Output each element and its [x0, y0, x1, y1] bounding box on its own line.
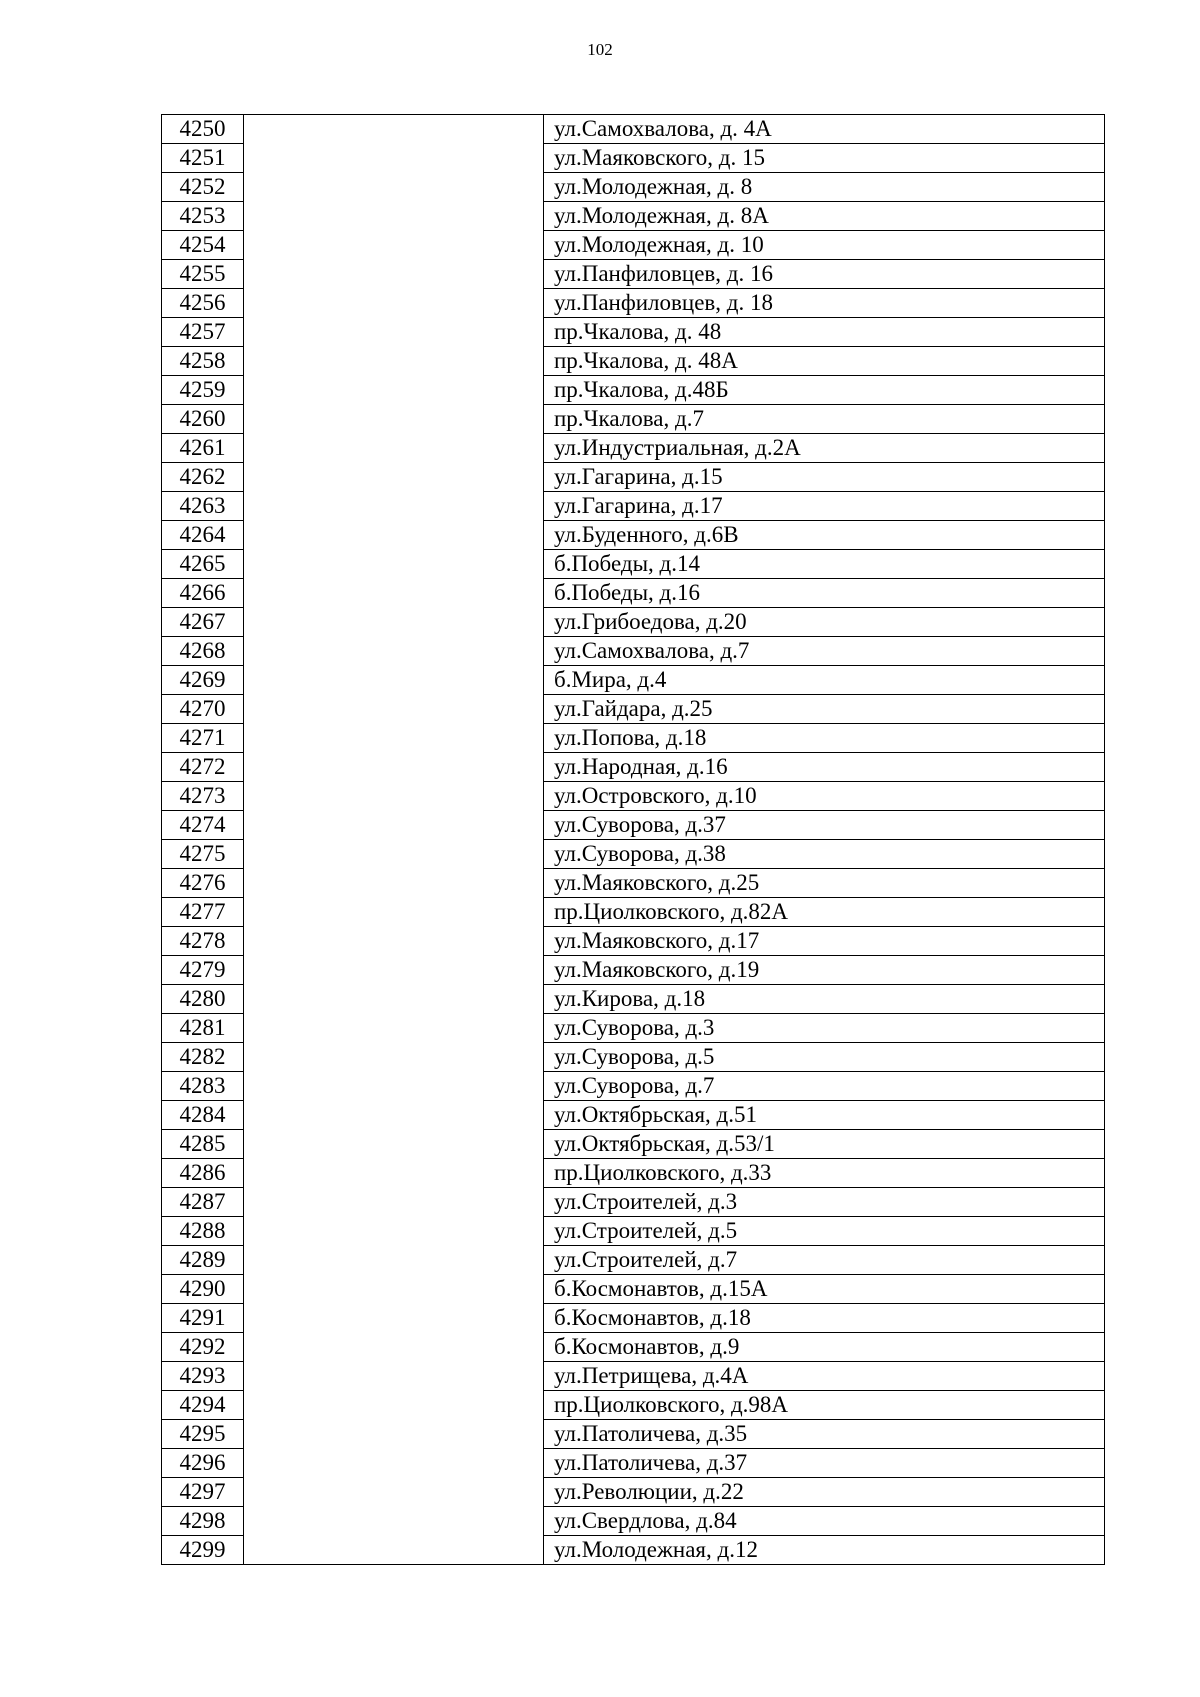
row-number-cell: 4268: [162, 637, 244, 666]
table-row: [162, 869, 1105, 898]
table-row: [162, 985, 1105, 1014]
address-cell: ул.Строителей, д.3: [544, 1188, 1105, 1217]
address-cell: ул.Гагарина, д.15: [544, 463, 1105, 492]
table-row: [162, 840, 1105, 869]
table-row: [162, 1159, 1105, 1188]
address-cell: ул.Октябрьская, д.53/1: [544, 1130, 1105, 1159]
address-cell: ул.Гагарина, д.17: [544, 492, 1105, 521]
address-cell: ул.Маяковского, д.17: [544, 927, 1105, 956]
table-row: [162, 347, 1105, 376]
table-row: [162, 1246, 1105, 1275]
empty-cell: [244, 666, 544, 695]
row-number-cell: 4278: [162, 927, 244, 956]
row-number-cell: 4288: [162, 1217, 244, 1246]
table-row: [162, 1188, 1105, 1217]
address-cell: ул.Молодежная, д.12: [544, 1536, 1105, 1565]
empty-cell: [244, 202, 544, 231]
row-number-cell: 4259: [162, 376, 244, 405]
empty-cell: [244, 1217, 544, 1246]
empty-cell: [244, 956, 544, 985]
row-number-cell: 4260: [162, 405, 244, 434]
table-row: [162, 1478, 1105, 1507]
empty-cell: [244, 695, 544, 724]
row-number-cell: 4251: [162, 144, 244, 173]
row-number-cell: 4285: [162, 1130, 244, 1159]
table-row: [162, 1536, 1105, 1565]
address-cell: ул.Строителей, д.7: [544, 1246, 1105, 1275]
table-row: [162, 579, 1105, 608]
row-number-cell: 4293: [162, 1362, 244, 1391]
table-row: [162, 637, 1105, 666]
row-number-cell: 4284: [162, 1101, 244, 1130]
table-row: [162, 1449, 1105, 1478]
table-row: [162, 1507, 1105, 1536]
address-cell: б.Мира, д.4: [544, 666, 1105, 695]
empty-cell: [244, 1130, 544, 1159]
empty-cell: [244, 1246, 544, 1275]
row-number-cell: 4258: [162, 347, 244, 376]
address-cell: ул.Самохвалова, д. 4А: [544, 115, 1105, 144]
row-number-cell: 4276: [162, 869, 244, 898]
row-number-cell: 4256: [162, 289, 244, 318]
row-number-cell: 4272: [162, 753, 244, 782]
address-table-body: [162, 115, 1105, 1565]
table-row: [162, 260, 1105, 289]
empty-cell: [244, 1014, 544, 1043]
table-row: [162, 1391, 1105, 1420]
address-cell: ул.Островского, д.10: [544, 782, 1105, 811]
row-number-cell: 4290: [162, 1275, 244, 1304]
table-row: [162, 405, 1105, 434]
row-number-cell: 4263: [162, 492, 244, 521]
address-cell: ул.Революции, д.22: [544, 1478, 1105, 1507]
empty-cell: [244, 985, 544, 1014]
address-cell: ул.Свердлова, д.84: [544, 1507, 1105, 1536]
row-number-cell: 4277: [162, 898, 244, 927]
row-number-cell: 4265: [162, 550, 244, 579]
row-number-cell: 4267: [162, 608, 244, 637]
table-row: [162, 1362, 1105, 1391]
empty-cell: [244, 1188, 544, 1217]
empty-cell: [244, 1536, 544, 1565]
row-number-cell: 4299: [162, 1536, 244, 1565]
row-number-cell: 4287: [162, 1188, 244, 1217]
table-row: [162, 927, 1105, 956]
address-cell: ул.Панфиловцев, д. 18: [544, 289, 1105, 318]
table-row: [162, 1420, 1105, 1449]
row-number-cell: 4296: [162, 1449, 244, 1478]
empty-cell: [244, 521, 544, 550]
address-cell: пр.Циолковского, д.33: [544, 1159, 1105, 1188]
empty-cell: [244, 898, 544, 927]
row-number-cell: 4254: [162, 231, 244, 260]
empty-cell: [244, 637, 544, 666]
empty-cell: [244, 1478, 544, 1507]
empty-cell: [244, 405, 544, 434]
row-number-cell: 4269: [162, 666, 244, 695]
empty-cell: [244, 260, 544, 289]
table-row: [162, 144, 1105, 173]
address-cell: ул.Суворова, д.5: [544, 1043, 1105, 1072]
row-number-cell: 4289: [162, 1246, 244, 1275]
row-number-cell: 4297: [162, 1478, 244, 1507]
empty-cell: [244, 724, 544, 753]
address-cell: ул.Маяковского, д. 15: [544, 144, 1105, 173]
address-cell: ул.Патоличева, д.37: [544, 1449, 1105, 1478]
address-cell: ул.Грибоедова, д.20: [544, 608, 1105, 637]
address-cell: ул.Петрищева, д.4А: [544, 1362, 1105, 1391]
row-number-cell: 4298: [162, 1507, 244, 1536]
row-number-cell: 4274: [162, 811, 244, 840]
empty-cell: [244, 927, 544, 956]
address-cell: пр.Циолковского, д.82А: [544, 898, 1105, 927]
row-number-cell: 4266: [162, 579, 244, 608]
address-cell: ул.Суворова, д.3: [544, 1014, 1105, 1043]
address-cell: ул.Маяковского, д.19: [544, 956, 1105, 985]
table-row: [162, 1101, 1105, 1130]
table-row: [162, 1217, 1105, 1246]
address-cell: ул.Народная, д.16: [544, 753, 1105, 782]
address-cell: пр.Циолковского, д.98А: [544, 1391, 1105, 1420]
table-row: [162, 1014, 1105, 1043]
address-cell: ул.Молодежная, д. 10: [544, 231, 1105, 260]
row-number-cell: 4257: [162, 318, 244, 347]
address-cell: пр.Чкалова, д. 48А: [544, 347, 1105, 376]
table-row: [162, 666, 1105, 695]
table-row: [162, 1130, 1105, 1159]
address-cell: ул.Индустриальная, д.2А: [544, 434, 1105, 463]
address-cell: ул.Суворова, д.37: [544, 811, 1105, 840]
empty-cell: [244, 115, 544, 144]
table-row: [162, 811, 1105, 840]
table-row: [162, 376, 1105, 405]
table-row: [162, 956, 1105, 985]
table-row: [162, 289, 1105, 318]
page-number: 102: [587, 40, 613, 59]
address-cell: ул.Молодежная, д. 8: [544, 173, 1105, 202]
address-cell: ул.Попова, д.18: [544, 724, 1105, 753]
empty-cell: [244, 347, 544, 376]
address-cell: ул.Самохвалова, д.7: [544, 637, 1105, 666]
empty-cell: [244, 782, 544, 811]
row-number-cell: 4279: [162, 956, 244, 985]
empty-cell: [244, 840, 544, 869]
empty-cell: [244, 1391, 544, 1420]
address-cell: ул.Суворова, д.38: [544, 840, 1105, 869]
address-cell: ул.Панфиловцев, д. 16: [544, 260, 1105, 289]
table-row: [162, 318, 1105, 347]
address-cell: пр.Чкалова, д. 48: [544, 318, 1105, 347]
table-row: [162, 434, 1105, 463]
row-number-cell: 4273: [162, 782, 244, 811]
empty-cell: [244, 869, 544, 898]
table-row: [162, 782, 1105, 811]
empty-cell: [244, 811, 544, 840]
address-cell: б.Космонавтов, д.15А: [544, 1275, 1105, 1304]
row-number-cell: 4271: [162, 724, 244, 753]
empty-cell: [244, 376, 544, 405]
address-cell: ул.Буденного, д.6В: [544, 521, 1105, 550]
row-number-cell: 4270: [162, 695, 244, 724]
row-number-cell: 4264: [162, 521, 244, 550]
table-row: [162, 1333, 1105, 1362]
table-row: [162, 521, 1105, 550]
row-number-cell: 4283: [162, 1072, 244, 1101]
empty-cell: [244, 463, 544, 492]
row-number-cell: 4292: [162, 1333, 244, 1362]
address-cell: ул.Кирова, д.18: [544, 985, 1105, 1014]
row-number-cell: 4275: [162, 840, 244, 869]
empty-cell: [244, 1304, 544, 1333]
empty-cell: [244, 1072, 544, 1101]
table-row: [162, 1072, 1105, 1101]
table-row: [162, 492, 1105, 521]
address-cell: ул.Суворова, д.7: [544, 1072, 1105, 1101]
table-row: [162, 724, 1105, 753]
address-cell: ул.Маяковского, д.25: [544, 869, 1105, 898]
address-cell: б.Победы, д.14: [544, 550, 1105, 579]
table-row: [162, 463, 1105, 492]
address-cell: б.Победы, д.16: [544, 579, 1105, 608]
empty-cell: [244, 434, 544, 463]
table-row: [162, 231, 1105, 260]
empty-cell: [244, 579, 544, 608]
empty-cell: [244, 492, 544, 521]
address-cell: ул.Патоличева, д.35: [544, 1420, 1105, 1449]
table-row: [162, 695, 1105, 724]
table-row: [162, 115, 1105, 144]
row-number-cell: 4262: [162, 463, 244, 492]
empty-cell: [244, 753, 544, 782]
empty-cell: [244, 1449, 544, 1478]
table-row: [162, 173, 1105, 202]
empty-cell: [244, 1043, 544, 1072]
empty-cell: [244, 1420, 544, 1449]
empty-cell: [244, 1101, 544, 1130]
row-number-cell: 4295: [162, 1420, 244, 1449]
empty-cell: [244, 289, 544, 318]
address-cell: ул.Строителей, д.5: [544, 1217, 1105, 1246]
address-cell: ул.Гайдара, д.25: [544, 695, 1105, 724]
row-number-cell: 4255: [162, 260, 244, 289]
empty-cell: [244, 231, 544, 260]
address-cell: б.Космонавтов, д.9: [544, 1333, 1105, 1362]
address-cell: б.Космонавтов, д.18: [544, 1304, 1105, 1333]
table-row: [162, 898, 1105, 927]
address-cell: ул.Молодежная, д. 8А: [544, 202, 1105, 231]
address-cell: пр.Чкалова, д.7: [544, 405, 1105, 434]
row-number-cell: 4250: [162, 115, 244, 144]
empty-cell: [244, 318, 544, 347]
row-number-cell: 4294: [162, 1391, 244, 1420]
row-number-cell: 4252: [162, 173, 244, 202]
row-number-cell: 4261: [162, 434, 244, 463]
address-cell: ул.Октябрьская, д.51: [544, 1101, 1105, 1130]
row-number-cell: 4286: [162, 1159, 244, 1188]
row-number-cell: 4282: [162, 1043, 244, 1072]
row-number-cell: 4253: [162, 202, 244, 231]
address-cell: пр.Чкалова, д.48Б: [544, 376, 1105, 405]
address-table: [161, 114, 1105, 1565]
empty-cell: [244, 173, 544, 202]
row-number-cell: 4281: [162, 1014, 244, 1043]
table-row: [162, 753, 1105, 782]
row-number-cell: 4291: [162, 1304, 244, 1333]
empty-cell: [244, 144, 544, 173]
table-row: [162, 1304, 1105, 1333]
empty-cell: [244, 1333, 544, 1362]
row-number-cell: 4280: [162, 985, 244, 1014]
table-row: [162, 1043, 1105, 1072]
table-row: [162, 202, 1105, 231]
table-row: [162, 550, 1105, 579]
empty-cell: [244, 608, 544, 637]
table-row: [162, 608, 1105, 637]
table-row: [162, 1275, 1105, 1304]
empty-cell: [244, 1362, 544, 1391]
empty-cell: [244, 1159, 544, 1188]
empty-cell: [244, 1275, 544, 1304]
empty-cell: [244, 1507, 544, 1536]
empty-cell: [244, 550, 544, 579]
